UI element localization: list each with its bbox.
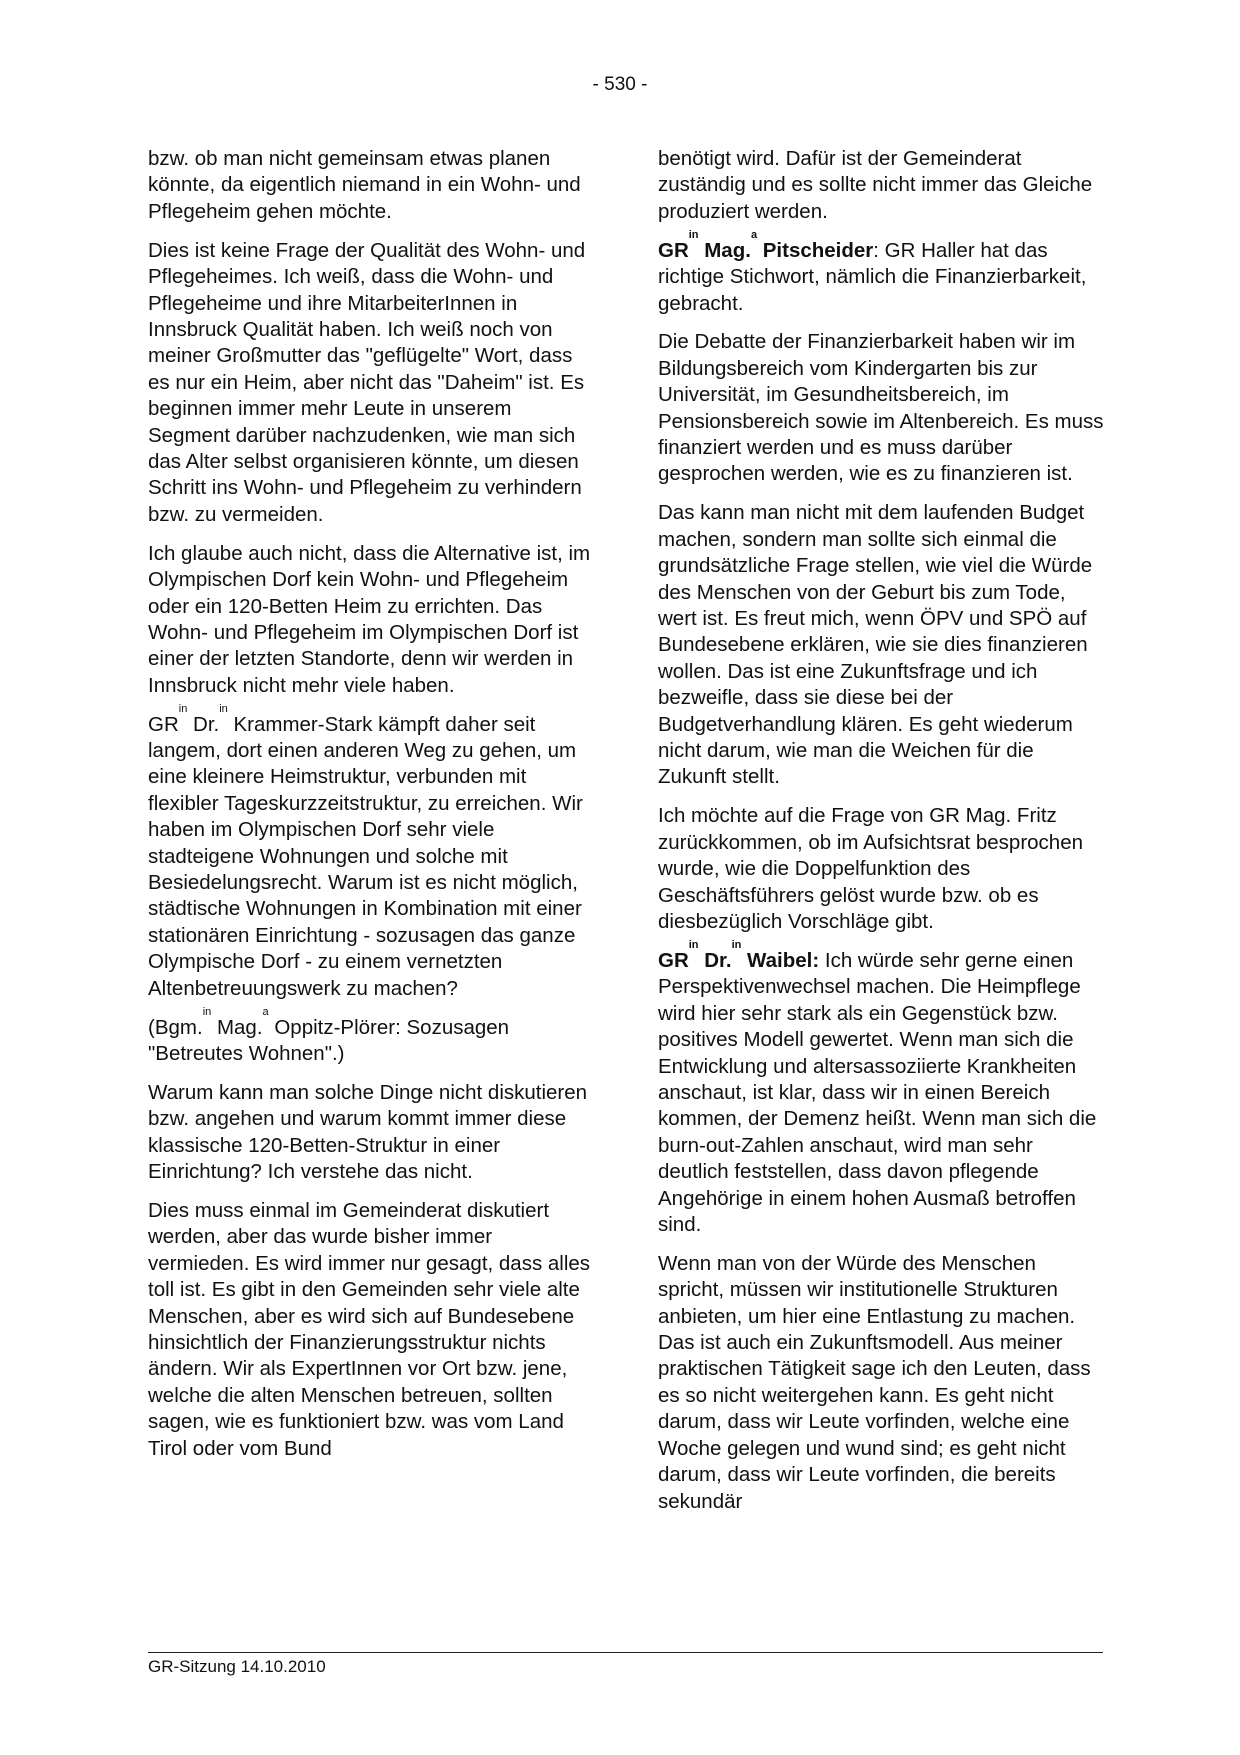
paragraph: Die Debatte der Finanzierbarkeit haben wir im Bildungsbereich vom Kindergarten bis zur Universität, im Gesundheitsbereich, im Pensionsbereich sowie im Altenbereich. Es muss finanziert werden und es muss darüber gesprochen werden, wie es zu finanzieren ist. xyxy=(658,330,1104,486)
paragraph xyxy=(148,702,595,1002)
speaker-title: Dr. xyxy=(187,712,220,736)
paragraph-text: Ich würde sehr gerne einen Perspektivenwechsel machen. Die Heimpflege wird hier sehr stark als ein Gegenstück bzw. positives Modell gewertet. Wenn man sich die Entwicklung und altersassoziierte Krankheiten anschaut, ist klar, dass wir in einen Bereich kommen, der Demenz heißt. Wenn man sich die burn-out-Zahlen anschaut, wird man sehr deutlich feststellen, dass davon pflegende Angehörige in einem hohen Ausmaß betroffen sind. xyxy=(658,948,1097,1236)
speaker-title: GR xyxy=(148,712,179,736)
title-superscript: a xyxy=(262,1005,269,1018)
title-superscript: in xyxy=(731,938,742,951)
speaker-surname: Waibel: xyxy=(741,948,820,972)
paragraph xyxy=(658,228,1105,317)
speaker-title: (Bgm. xyxy=(148,1015,203,1039)
paragraph-text: Oppitz-Plörer: Sozusagen "Betreutes Wohnen".) xyxy=(148,1015,510,1065)
title-superscript: in xyxy=(688,228,699,241)
paragraph: Ich glaube auch nicht, dass die Alternative ist, im Olympischen Dorf kein Wohn- und Pflegeheim oder ein 120-Betten Heim zu errichten. Das Wohn- und Pflegeheim im Olympischen Dorf ist einer der letzten Standorte, denn wir werden in Innsbruck nicht mehr viele haben. xyxy=(148,541,591,697)
title-superscript: in xyxy=(178,702,188,715)
paragraph: Ich möchte auf die Frage von GR Mag. Fritz zurückkommen, ob im Aufsichtsrat besprochen wurde, wie die Doppelfunktion des Geschäftsführers gelöst wurde bzw. ob es diesbezüglich Vorschläge gibt. xyxy=(658,804,1083,933)
speaker-name xyxy=(658,938,820,972)
page-number: - 530 - xyxy=(592,74,648,95)
speaker-surname: Pitscheider xyxy=(757,238,874,262)
paragraph: Das kann man nicht mit dem laufenden Budget machen, sondern man sollte sich einmal die grundsätzliche Frage stellen, wie viel die Würde des Menschen von der Geburt bis zum Tode, wert ist. Es freut mich, wenn ÖPV und SPÖ auf Bundesebene erklären, wie sie dies finanzieren wollen. Das ist eine Zukunftsfrage und ich bezweifle, dass sie diese bei der Budgetverhandlung klären. Es geht wiederum nicht darum, wie man die Weichen für die Zukunft stellt. xyxy=(658,501,1093,789)
title-superscript: a xyxy=(750,228,758,241)
right-column xyxy=(658,146,1105,1527)
paragraph xyxy=(658,938,1105,1238)
paragraph: Warum kann man solche Dinge nicht diskutieren bzw. angehen und warum kommt immer diese klassische 120-Betten-Struktur in einer Einrichtung? Ich verstehe das nicht. xyxy=(148,1080,588,1184)
paragraph-text: Krammer-Stark kämpft daher seit langem, dort einen anderen Weg zu gehen, um eine kleinere Heimstruktur, verbunden mit flexibler Tageskurzzeitstruktur, zu erreichen. Wir haben im Olympischen Dorf sehr viele stadteigene Wohnungen und solche mit Besiedelungsrecht. Warum ist es nicht möglich, städtische Wohnungen in Kombination mit einer stationären Einrichtung - sozusagen das ganze Olympische Dorf - zu einem vernetzten Altenbetreuungswerk zu machen? xyxy=(148,712,583,1000)
speaker-title: Mag. xyxy=(698,238,751,262)
paragraph-text: : GR Haller hat das richtige Stichwort, nämlich die Finanzierbarkeit, gebracht. xyxy=(658,238,1087,315)
left-column xyxy=(148,146,595,1475)
paragraph: bzw. ob man nicht gemeinsam etwas planen könnte, da eigentlich niemand in ein Wohn- und Pflegeheim gehen möchte. xyxy=(148,147,581,223)
speaker-title: GR xyxy=(658,238,689,262)
speaker-title: Dr. xyxy=(698,948,732,972)
title-superscript: in xyxy=(688,938,699,951)
paragraph: Dies muss einmal im Gemeinderat diskutiert werden, aber das wurde bisher immer vermieden. Es wird immer nur gesagt, dass alles toll ist. Es gibt in den Gemeinden sehr viele alte Menschen, aber es wird sich auf Bundesebene hinsichtlich der Finanzierungsstruktur nichts ändern. Wir als ExpertInnen vor Ort bzw. jene, welche die alten Menschen betreuen, sollten sagen, wie es funktioniert bzw. was vom Land Tirol oder vom Bund xyxy=(148,1199,591,1460)
title-superscript: in xyxy=(202,1005,212,1018)
interjection xyxy=(148,1005,595,1068)
paragraph: benötigt wird. Dafür ist der Gemeinderat zuständig und es sollte nicht immer das Gleiche produziert werden. xyxy=(658,147,1093,223)
speaker-title: GR xyxy=(658,948,689,972)
footer-text: GR-Sitzung 14.10.2010 xyxy=(148,1657,326,1676)
speaker-title: Mag. xyxy=(211,1015,263,1039)
title-superscript: in xyxy=(219,702,228,715)
footer-divider xyxy=(148,1652,1103,1653)
paragraph: Dies ist keine Frage der Qualität des Wohn- und Pflegeheimes. Ich weiß, dass die Wohn- und Pflegeheime und ihre MitarbeiterInnen in Innsbruck Qualität haben. Ich weiß noch von meiner Großmutter das "geflügelte" Wort, dass es nur ein Heim, aber nicht das "Daheim" ist. Es beginnen immer mehr Leute in unserem Segment darüber nachzudenken, wie man sich das Alter selbst organisieren könnte, um diesen Schritt ins Wohn- und Pflegeheim zu verhindern bzw. zu vermeiden. xyxy=(148,238,586,526)
paragraph: Wenn man von der Würde des Menschen spricht, müssen wir institutionelle Strukturen anbieten, um hier eine Entlastung zu machen. Das ist auch ein Zukunftsmodell. Aus meiner praktischen Tätigkeit sage ich den Leuten, dass es so nicht weitergehen kann. Es geht nicht darum, dass wir Leute vorfinden, welche eine Woche gelegen und wund sind; es geht nicht darum, dass wir Leute vorfinden, die bereits sekundär xyxy=(658,1251,1091,1513)
speaker-name xyxy=(658,228,874,262)
